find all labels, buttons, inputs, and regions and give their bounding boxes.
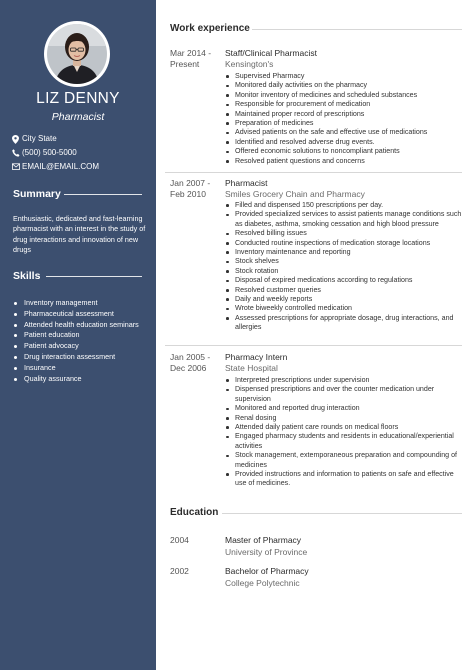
duty-item: Attended daily patient care rounds on medical floors [225, 423, 465, 432]
skill-item: Quality assurance [13, 374, 139, 385]
duty-item: Renal dosing [225, 414, 465, 423]
duty-item: Supervised Pharmacy [225, 72, 465, 81]
duty-item: Stock management, extemporaneous preparation and compounding of medicines [225, 451, 465, 470]
duty-item: Conducted routine inspections of medication storage locations [225, 239, 465, 248]
education-year: 2002 [170, 566, 189, 576]
duty-item: Preparation of medicines [225, 119, 465, 128]
duty-item: Inventory maintenance and reporting [225, 248, 465, 257]
duty-item: Dispensed prescriptions and over the counter medication under supervision [225, 385, 465, 404]
job-company: State Hospital [225, 363, 278, 373]
job-date: Jan 2007 - Feb 2010 [170, 178, 211, 199]
job-divider [165, 172, 462, 173]
duty-item: Monitored daily activities on the pharmacy [225, 81, 465, 90]
duty-item: Advised patients on the safe and effective use of medications [225, 128, 465, 137]
summary-divider [64, 194, 142, 195]
duty-item: Monitored and reported drug interaction [225, 404, 465, 413]
job-role: Pharmacist [225, 178, 268, 188]
job-duties [225, 376, 465, 489]
education-heading: Education [170, 507, 219, 518]
profile-photo [47, 24, 107, 84]
skill-item: Inventory management [13, 298, 139, 309]
candidate-name: LIZ DENNY [36, 90, 120, 107]
education-degree: Master of Pharmacy [225, 535, 302, 545]
duty-item: Responsible for procurement of medication [225, 100, 465, 109]
skill-item: Insurance [13, 363, 139, 374]
job-entry [170, 178, 466, 343]
duty-item: Daily and weekly reports [225, 295, 465, 304]
duty-item: Provided specialized services to assist patients manage conditions such as diabetes, asthma, smoking cessation and high blood pressure [225, 210, 465, 229]
job-entry [170, 352, 466, 492]
job-entry [170, 48, 466, 168]
job-company: Kensington's [225, 59, 274, 69]
duty-item: Assessed prescriptions for appropriate dosage, drug interactions, and allergies [225, 314, 465, 333]
duty-item: Resolved patient questions and concerns [225, 157, 465, 166]
duty-item: Disposal of expired medications according to regulations [225, 276, 465, 285]
skill-item: Pharmaceutical assessment [13, 309, 139, 320]
education-divider [222, 513, 462, 514]
duty-item: Engaged pharmacy students and residents in educational/experiential activities [225, 432, 465, 451]
sidebar [0, 0, 156, 670]
skills-divider [46, 276, 142, 277]
job-divider [165, 345, 462, 346]
job-duties [225, 201, 465, 333]
envelope-icon [12, 163, 20, 170]
duty-item: Resolved customer queries [225, 286, 465, 295]
skill-item: Patient advocacy [13, 341, 139, 352]
education-year: 2004 [170, 535, 189, 545]
skill-item: Attended health education seminars [13, 320, 139, 331]
job-date: Jan 2005 - Dec 2006 [170, 352, 211, 373]
candidate-title: Pharmacist [51, 111, 105, 123]
job-company: Smiles Grocery Chain and Pharmacy [225, 189, 365, 199]
duty-item: Offered economic solutions to noncompliant patients [225, 147, 465, 156]
skills-list [13, 298, 139, 384]
duty-item: Monitor inventory of medicines and scheduled substances [225, 91, 465, 100]
duty-item: Maintained proper record of prescriptions [225, 110, 465, 119]
email-text: EMAIL@EMAIL.COM [22, 162, 100, 171]
phone-text: (500) 500-5000 [22, 148, 77, 157]
duty-item: Interpreted prescriptions under supervision [225, 376, 465, 385]
summary-heading: Summary [13, 188, 61, 200]
summary-text: Enthusiastic, dedicated and fast-learning pharmacist with an interest in the study of drug interactions and innovation of new drugs [13, 214, 146, 254]
duty-item: Stock rotation [225, 267, 465, 276]
education-school: College Polytechnic [225, 578, 300, 588]
duty-item: Stock shelves [225, 257, 465, 266]
location-text: City State [22, 134, 57, 143]
job-role: Pharmacy Intern [225, 352, 288, 362]
duty-item: Wrote biweekly controlled medication [225, 304, 465, 313]
job-date: Mar 2014 - Present [170, 48, 212, 69]
job-duties [225, 72, 465, 166]
skills-heading: Skills [13, 270, 41, 282]
education-school: University of Province [225, 547, 308, 557]
map-pin-icon [12, 135, 19, 144]
duty-item: Resolved billing issues [225, 229, 465, 238]
work-experience-heading: Work experience [170, 23, 250, 34]
duty-item: Provided instructions and information to patients on safe and effective use of medicines. [225, 470, 465, 489]
phone-icon [12, 149, 20, 157]
duty-item: Identified and resolved adverse drug events. [225, 138, 465, 147]
skill-item: Drug interaction assessment [13, 352, 139, 363]
education-degree: Bachelor of Pharmacy [225, 566, 309, 576]
work-experience-divider [252, 29, 462, 30]
job-role: Staff/Clinical Pharmacist [225, 48, 317, 58]
duty-item: Filled and dispensed 150 prescriptions per day. [225, 201, 465, 210]
skill-item: Patient education [13, 330, 139, 341]
